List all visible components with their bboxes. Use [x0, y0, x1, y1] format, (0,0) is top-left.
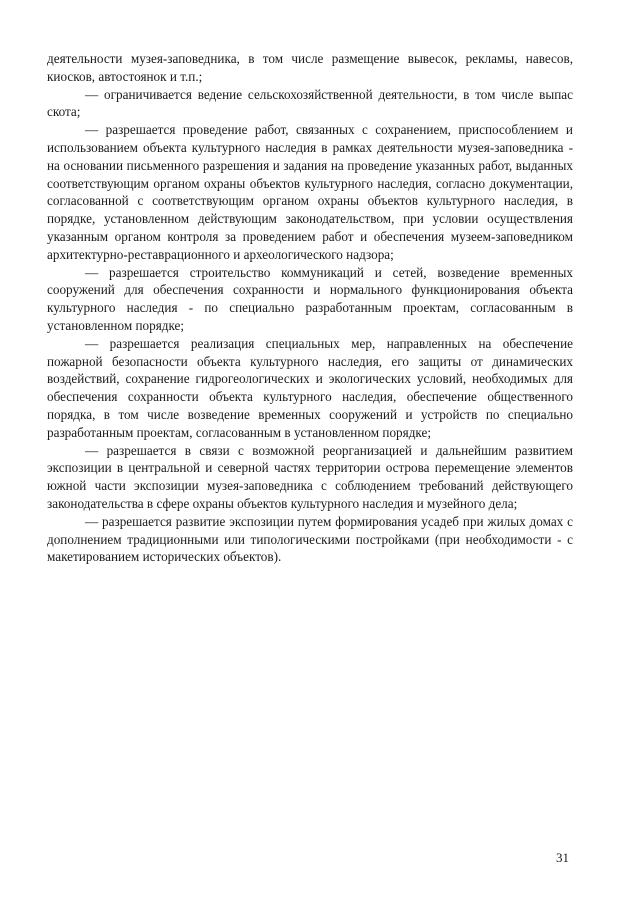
document-body [47, 50, 573, 566]
page-number: 31 [556, 850, 569, 865]
paragraph-item: — разрешается развитие экспозиции путем формирования усадеб при жилых домах с дополнением традиционными или типологическими постройками (при необходимости - с макетированием исторических объектов). [47, 513, 573, 565]
paragraph-continuation: деятельности музея-заповедника, в том числе размещение вывесок, рекламы, навесов, киосков, автостоянок и т.п.; [47, 51, 573, 84]
paragraph-item: — ограничивается ведение сельскохозяйственной деятельности, в том числе выпас скота; [47, 86, 573, 120]
paragraph-item: — разрешается проведение работ, связанных с сохранением, приспособлением и использованием объекта культурного наследия в рамках деятельности музея-заповедника - на основании письменного разрешения и задания на проведение указанных работ, выданных соответствующим органом охраны объектов культурного наследия, согласно документации, согласованной с соответствующим органом охраны объектов культурного наследия, в порядке, установленном действующим законодательством, при условии осуществления указанным органом контроля за проведением работ и обеспечения музеем-заповедником архитектурно-реставрационного и археологического надзора; [47, 122, 573, 262]
paragraph-item: — разрешается строительство коммуникаций и сетей, возведение временных сооружений для обеспечения сохранности и нормального функционирования объекта культурного наследия - по специально разработанным проектам, согласованным в установленном порядке; [47, 264, 573, 333]
paragraph-item: — разрешается реализация специальных мер, направленных на обеспечение пожарной безопасности объекта культурного наследия, его защиты от динамических воздействий, сохранение гидрогеологических и экологических условий, необходимых для обеспечения сохранности объекта культурного наследия, обеспечение общественного порядка, в том числе возведение временных сооружений и устройств по специально разработанным проектам, согласованным в установленном порядке; [47, 335, 573, 440]
paragraph-item: — разрешается в связи с возможной реорганизацией и дальнейшим развитием экспозиции в центральной и северной частях территории острова перемещение элементов южной части экспозиции музея-заповедника с соблюдением требований действующего законодательства в сфере охраны объектов культурного наследия и музейного дела; [47, 442, 573, 511]
